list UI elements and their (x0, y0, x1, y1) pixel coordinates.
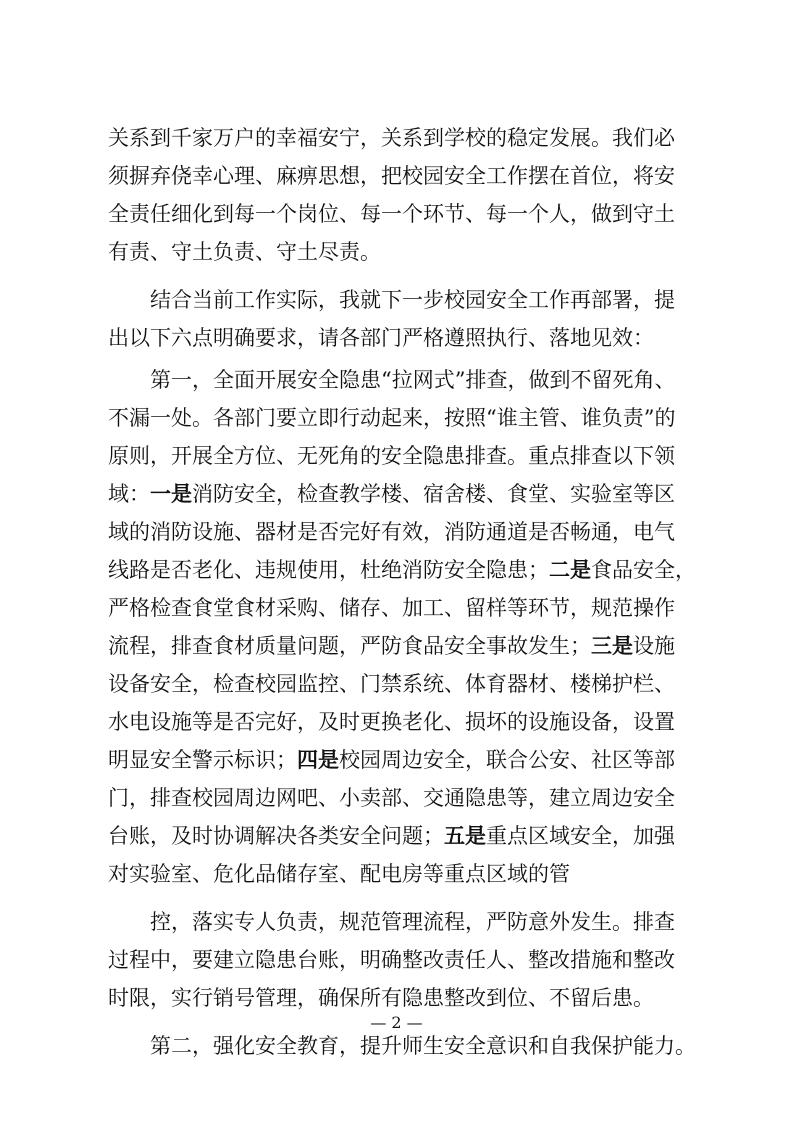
line-text (108, 160, 675, 192)
text-line (0, 706, 793, 738)
text-line (0, 160, 793, 192)
line-text (150, 284, 675, 316)
text-segment: 线路是否老化、违规使用，杜绝消防安全隐患； (108, 558, 549, 582)
text-line (0, 322, 793, 354)
text-segment: 严格检查食堂食材采购、储存、加工、留样等环节，规范操作 (108, 596, 675, 620)
line-text (150, 906, 675, 938)
text-segment: 不漏一处。各部门要立即行动起来，按照“谁主管、谁负责”的 (108, 406, 676, 430)
text-segment: 台账，及时协调解决各类安全问题； (108, 824, 444, 848)
text-segment: 有责、守土负责、守土尽责。 (108, 240, 381, 264)
line-text (108, 982, 654, 1014)
bold-keyword: 五是 (444, 823, 486, 848)
line-text (108, 944, 675, 976)
text-line (0, 944, 793, 976)
line-text (108, 858, 570, 890)
text-line (0, 906, 793, 938)
text-segment: 结合当前工作实际，我就下一步校园安全工作再部署，提 (150, 288, 675, 312)
text-line (0, 592, 793, 624)
text-segment: 须摒弃侥幸心理、麻痹思想，把校园安全工作摆在首位，将安 (108, 164, 675, 188)
text-segment: 第一，全面开展安全隐患“拉网式”排查，做到不留死角、 (150, 368, 676, 392)
line-text (108, 402, 675, 434)
text-line (0, 668, 793, 700)
text-line (0, 858, 793, 890)
text-line (0, 982, 793, 1014)
line-text (150, 1030, 696, 1062)
text-line (0, 198, 793, 230)
text-segment: 时限，实行销号管理，确保所有隐患整改到位、不留后患。 (108, 986, 654, 1010)
line-text (108, 122, 675, 154)
line-text (150, 364, 675, 396)
text-segment: 设备安全，检查校园监控、门禁系统、体育器材、楼梯护栏、 (108, 672, 675, 696)
bold-keyword: 一是 (150, 481, 192, 506)
text-segment: 关系到千家万户的幸福安宁，关系到学校的稳定发展。我们必 (108, 126, 675, 150)
text-segment: 消防安全，检查教学楼、宿舍楼、食堂、实验室等区 (192, 482, 675, 506)
line-text (108, 668, 675, 700)
line-text (108, 630, 675, 662)
bold-keyword: 二是 (549, 557, 591, 582)
bold-keyword: 四是 (297, 747, 339, 772)
text-line (0, 782, 793, 814)
text-line (0, 236, 793, 268)
text-segment: 重点区域安全，加强 (486, 824, 675, 848)
text-line (0, 554, 793, 586)
text-segment: 流程，排查食材质量问题，严防食品安全事故发生； (108, 634, 591, 658)
text-line (0, 284, 793, 316)
text-line (0, 402, 793, 434)
text-segment: 校园周边安全，联合公安、社区等部 (339, 748, 675, 772)
line-text (108, 236, 381, 268)
line-text (108, 706, 675, 738)
line-text (108, 516, 675, 548)
text-line (0, 122, 793, 154)
text-segment: 出以下六点明确要求，请各部门严格遵照执行、落地见效： (108, 326, 654, 350)
line-text (108, 820, 675, 852)
text-line (0, 1030, 793, 1062)
bold-keyword: 三是 (591, 633, 633, 658)
line-text (108, 322, 654, 354)
line-text (108, 592, 675, 624)
text-line (0, 630, 793, 662)
text-line (0, 364, 793, 396)
text-segment: 全责任细化到每一个岗位、每一个环节、每一个人，做到守土 (108, 202, 675, 226)
text-segment: 明显安全警示标识； (108, 748, 297, 772)
text-segment: 设施 (633, 634, 675, 658)
text-line (0, 440, 793, 472)
text-segment: 门，排查校园周边网吧、小卖部、交通隐患等，建立周边安全 (108, 786, 675, 810)
line-text (108, 198, 675, 230)
text-line (0, 478, 793, 510)
text-segment: 过程中，要建立隐患台账，明确整改责任人、整改措施和整改 (108, 948, 675, 972)
page-number: — 2 — (370, 1013, 423, 1032)
line-text (108, 440, 675, 472)
text-segment: 原则，开展全方位、无死角的安全隐患排查。重点排查以下领 (108, 444, 675, 468)
text-segment: 对实验室、危化品储存室、配电房等重点区域的管 (108, 862, 570, 886)
text-segment: 域的消防设施、器材是否完好有效，消防通道是否畅通，电气 (108, 520, 675, 544)
text-segment: 食品安全， (591, 558, 696, 582)
text-line (0, 820, 793, 852)
line-text (108, 478, 675, 510)
text-line (0, 516, 793, 548)
line-text (108, 554, 696, 586)
text-segment: 第二，强化安全教育，提升师生安全意识和自我保护能力。 (150, 1034, 696, 1058)
text-segment: 水电设施等是否完好，及时更换老化、损坏的设施设备，设置 (108, 710, 675, 734)
line-text (108, 744, 675, 776)
text-segment: 控，落实专人负责，规范管理流程，严防意外发生。排查 (150, 910, 675, 934)
text-line (0, 744, 793, 776)
text-segment: 域： (108, 482, 150, 506)
line-text (108, 782, 675, 814)
